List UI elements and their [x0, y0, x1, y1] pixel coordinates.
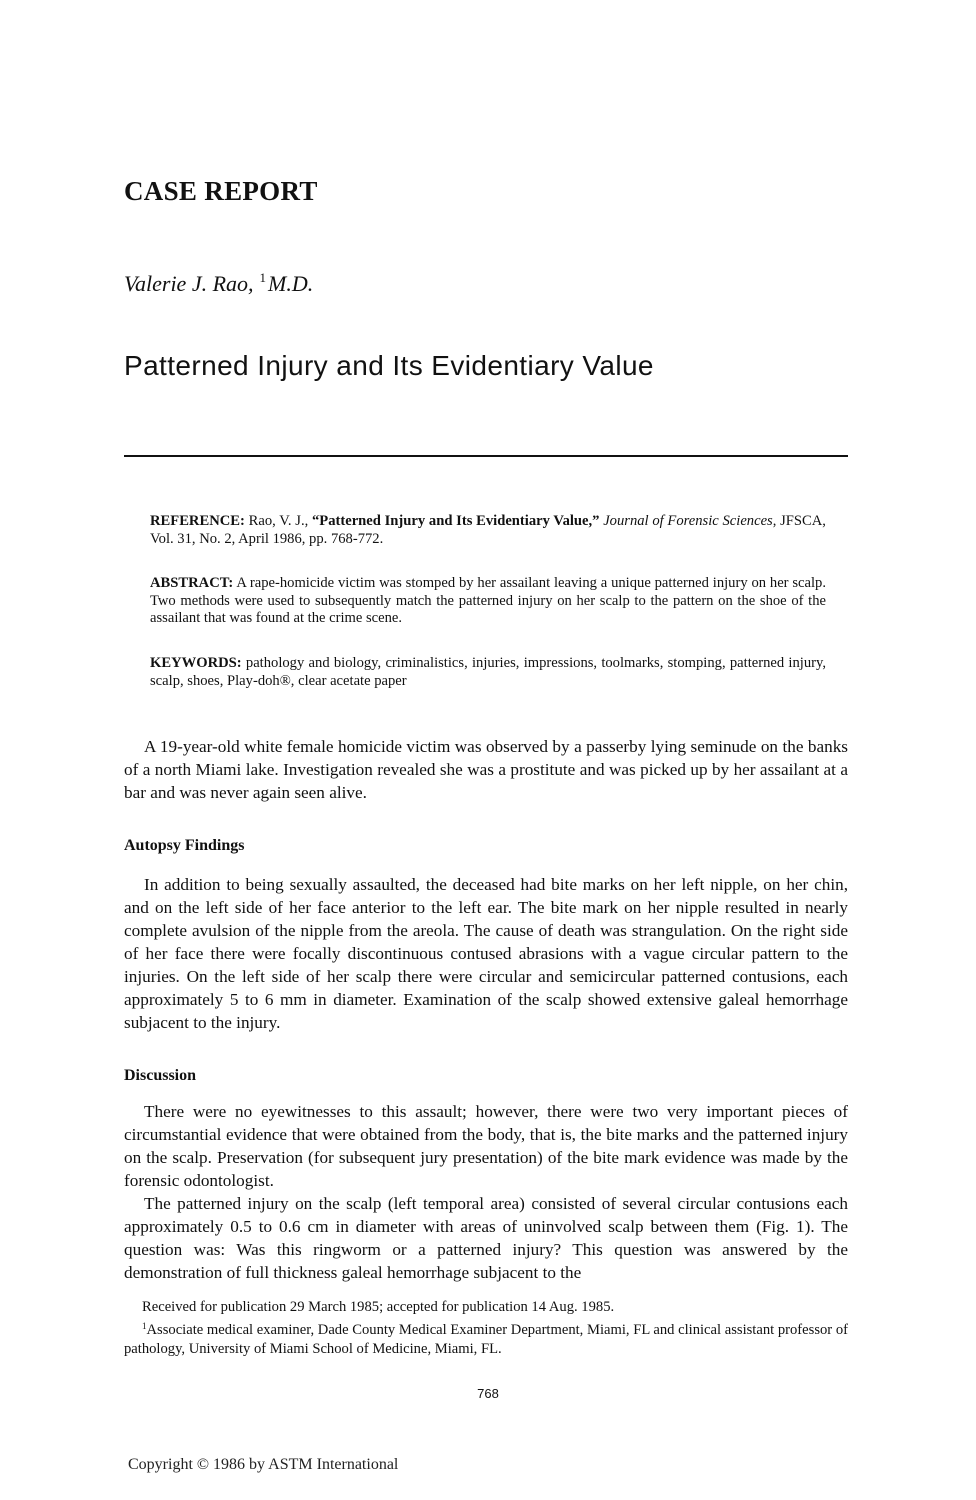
- author-name: Valerie J. Rao,: [124, 271, 254, 296]
- title-rule: [124, 455, 848, 457]
- keywords-label: KEYWORDS:: [150, 655, 242, 671]
- discussion-paragraph-1: There were no eyewitnesses to this assault; however, there were two very important pieces of circumstantial evidence that were obtained from the body, that is, the bite marks and the patterned injury on the scalp. Preservation (for subsequent jury presentation) of the bite mark evidence was made by the forensic odontologist.: [124, 1102, 848, 1190]
- author-line: [124, 270, 313, 297]
- affiliation-footnote-marker: 1: [142, 1321, 147, 1331]
- reference-authors: Rao, V. J.,: [248, 513, 309, 529]
- article-title: Patterned Injury and Its Evidentiary Value: [124, 350, 654, 381]
- intro-paragraph: A 19-year-old white female homicide victim was observed by a passerby lying seminude on the banks of a north Miami lake. Investigation revealed she was a prostitute and was picked up by her assailant at a bar and was never again seen alive.: [124, 737, 848, 802]
- reference-journal: Journal of Forensic Sciences: [603, 513, 773, 529]
- section-label: CASE REPORT: [124, 176, 318, 206]
- copyright-line: Copyright © 1986 by ASTM International: [128, 1456, 399, 1473]
- discussion-paragraph-2: The patterned injury on the scalp (left temporal area) consisted of several circular contusions each approximately 0.5 to 0.6 cm in diameter with areas of uninvolved scalp between them (Fig. 1). The question was: Was this ringworm or a patterned injury? This question was answered by the demonstration of full thickness galeal hemorrhage subjacent to the: [124, 1194, 848, 1282]
- affiliation-text: Associate medical examiner, Dade County Medical Examiner Department, Miami, FL and clinical assistant professor of pathology, University of Miami School of Medicine, Miami, FL.: [124, 1322, 848, 1357]
- page-number: 768: [477, 1386, 499, 1401]
- affiliation-footnote: [124, 1317, 848, 1359]
- abstract-text: A rape-homicide victim was stomped by her assailant leaving a unique patterned injury on her scalp. Two methods were used to subsequently match the patterned injury on her scalp to the pattern on the shoe of the assailant that was found at the crime scene.: [150, 575, 827, 626]
- keywords-block: [150, 655, 826, 690]
- received-footnote: Received for publication 29 March 1985; accepted for publication 14 Aug. 1985.: [142, 1299, 615, 1315]
- autopsy-paragraph: In addition to being sexually assaulted, the deceased had bite marks on her left nipple, on her chin, and on the left side of her face anterior to the left ear. The bite mark on her nipple resulted in nearly complete avulsion of the nipple from the areola. The cause of death was strangulation. On the right side of her face there were focally discontinuous contused abrasions with a vague circular pattern to the injuries. On the left side of her scalp there were circular and semicircular patterned contusions, each approximately 5 to 6 mm in diameter. Examination of the scalp showed extensive galeal hemorrhage subjacent to the injury.: [124, 875, 848, 1032]
- keywords-text: pathology and biology, criminalistics, injuries, impressions, toolmarks, stomping, patterned injury, scalp, shoes, Play-doh®, clear acetate paper: [150, 655, 826, 689]
- abstract-block: [150, 575, 826, 628]
- abstract-label: ABSTRACT:: [150, 575, 234, 591]
- discussion-section: [124, 1100, 848, 1284]
- reference-label: REFERENCE:: [150, 513, 245, 529]
- reference-cited-title: “Patterned Injury and Its Evidentiary Value,”: [312, 513, 600, 529]
- autopsy-findings-heading: Autopsy Findings: [124, 837, 245, 854]
- author-degree: M.D.: [268, 271, 314, 296]
- author-footnote-marker: 1: [259, 270, 267, 285]
- autopsy-findings-section: [124, 873, 848, 1034]
- footnotes: [124, 1298, 848, 1359]
- reference-details: , JFSCA, Vol. 31, No. 2, April 1986, pp. 768-772.: [150, 513, 826, 547]
- reference-block: [150, 513, 826, 548]
- discussion-heading: Discussion: [124, 1067, 197, 1084]
- intro-section: [124, 735, 848, 804]
